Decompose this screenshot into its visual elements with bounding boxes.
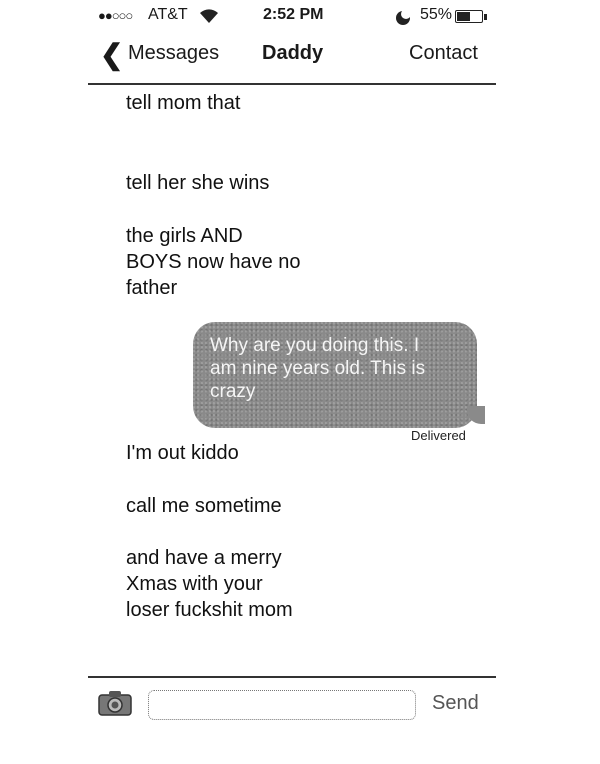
- status-bar: [0, 6, 600, 28]
- send-button[interactable]: Send: [432, 692, 479, 714]
- battery-icon: [455, 10, 483, 23]
- battery-cap: [484, 14, 487, 20]
- message-line: and have a merry: [126, 547, 282, 569]
- message-line: crazy: [210, 381, 256, 402]
- message-incoming: [126, 90, 240, 116]
- clock: 2:52 PM: [263, 6, 324, 23]
- message-line: loser fuckshit mom: [126, 599, 293, 621]
- message-line: the girls AND: [126, 225, 243, 247]
- message-incoming: [126, 223, 301, 301]
- conversation-title: Daddy: [262, 42, 324, 64]
- message-incoming: [126, 493, 282, 519]
- camera-icon[interactable]: [98, 690, 132, 716]
- message-text: tell mom that: [126, 92, 241, 114]
- nav-bar: [0, 36, 600, 80]
- message-incoming: [126, 440, 239, 466]
- battery-fill: [457, 12, 470, 21]
- message-line: father: [126, 277, 178, 299]
- message-line: am nine years old. This is: [210, 358, 426, 379]
- input-divider: [88, 676, 496, 678]
- chevron-left-icon[interactable]: ❮: [100, 39, 124, 70]
- outgoing-message-text: [210, 334, 465, 403]
- message-incoming: [126, 545, 293, 623]
- wifi-icon: [198, 8, 220, 29]
- carrier-label: AT&T: [148, 6, 188, 23]
- message-line: Xmas with your: [126, 573, 263, 595]
- back-button[interactable]: Messages: [128, 42, 220, 64]
- delivered-status: Delivered: [411, 428, 466, 443]
- message-incoming: [126, 170, 269, 196]
- battery-percent: 55%: [420, 6, 453, 23]
- message-text: I'm out kiddo: [126, 442, 239, 464]
- message-input[interactable]: [148, 690, 416, 720]
- message-line: Why are you doing this. I: [210, 335, 420, 356]
- nav-divider: [88, 83, 496, 85]
- moon-icon: [394, 8, 412, 31]
- signal-dots-icon: ●●○○○: [98, 8, 133, 23]
- message-text: call me sometime: [126, 495, 282, 517]
- message-line: BOYS now have no: [126, 251, 301, 273]
- contact-button[interactable]: Contact: [409, 42, 478, 64]
- message-text: tell her she wins: [126, 172, 270, 194]
